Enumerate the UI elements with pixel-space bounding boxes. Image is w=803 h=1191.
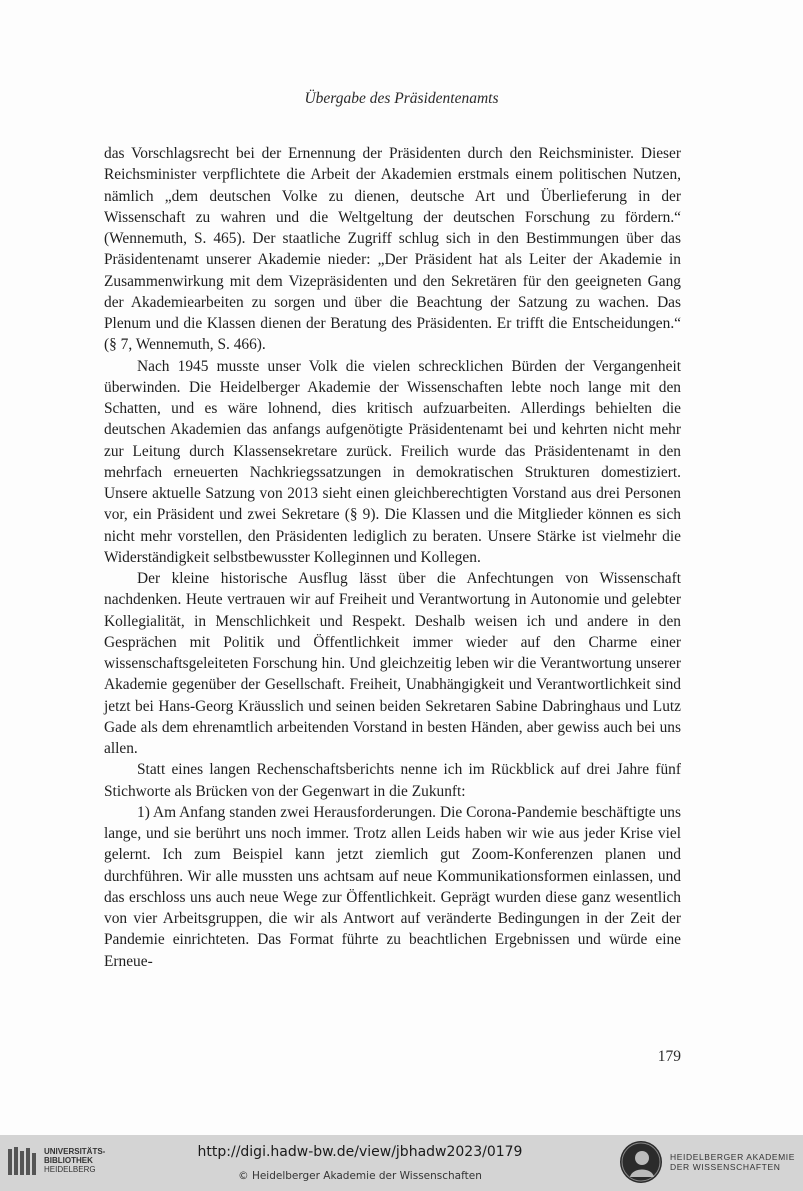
paragraph: Statt eines langen Rechenschaftsberichts nenne ich im Rückblick auf drei Jahre fünf Stichworte als Brücken von der Gegenwart in die Zukunft:: [104, 761, 681, 800]
academy-seal-icon: [620, 1141, 662, 1183]
library-logo-icon: [6, 1145, 38, 1177]
university-library-logo: [6, 1143, 106, 1183]
paragraph: 1) Am Anfang standen zwei Herausforderungen. Die Corona-Pandemie beschäftigte uns lange, und sie berührt uns noch immer. Trotz allen Leids haben wir wie aus jeder Krise viel gelernt. Ich zum Beispiel kann jetzt ziemlich gut Zoom-Konferenzen planen und durchführen. Wir alle mussten uns achtsam auf neue Kommunikationsformen einlassen, und das erschloss uns auch neue Wege zur Öffentlichkeit. Geprägt wurden diese ganz wesentlich von vier Arbeitsgruppen, die wir als Antwort auf veränderte Bedingungen in der Zeit der Pandemie einrichteten. Das Format führte zu beachtlichen Ergebnissen und würde eine Erneue-: [104, 803, 681, 970]
running-title: Übergabe des Präsidentenamts: [304, 90, 499, 107]
academy-logo-label: HEIDELBERGER AKADEMIE DER WISSENSCHAFTEN: [670, 1152, 796, 1172]
library-logo-label: UNIVERSITÄTS- BIBLIOTHEK HEIDELBERG: [44, 1147, 106, 1174]
viewer-footer: [0, 1135, 803, 1191]
body-text: [104, 143, 681, 972]
paragraph: das Vorschlagsrecht bei der Ernennung der Präsidenten durch den Reichsminister. Dieser Reichsminister verpflichtete die Arbeit der Akademien erstmals einem politischen Nutzen, nämlich „dem deutschen Volke zu dienen, deutsche Art und Überlieferung in der Wissenschaft zu wahren und die Weltgeltung der deutschen Forschung zu fördern.“ (Wennemuth, S. 465). Der staatliche Zugriff schlug sich in den Bestimmungen über das Präsidentenamt unserer Akademie nieder: „Der Präsident hat als Leiter der Akademie in Zusammenwirkung mit dem Vizepräsidenten und den Sekretären für den geeigneten Gang der Akademiearbeiten zu sorgen und über die Beachtung der Satzung zu wachen. Das Plenum und die Klassen dienen der Beratung des Präsidenten. Er trifft die Entscheidungen.“ (§ 7, Wennemuth, S. 466).: [104, 145, 681, 354]
permalink-url[interactable]: http://digi.hadw-bw.de/view/jbhadw2023/0179: [197, 1144, 523, 1160]
academy-logo: [618, 1138, 803, 1188]
paragraph: Nach 1945 musste unser Volk die vielen schrecklichen Bürden der Vergangenheit überwinden. Die Heidelberger Akademie der Wissenschaften lebte noch lange mit den Schatten, und es wäre lohnend, dies kritisch aufzuarbeiten. Allerdings behielten die deutschen Akademien das anfangs aufgenötigte Präsidentenamt bei und kehrten nicht mehr zur Leitung durch Klassensekretare zurück. Freilich wurde das Präsidentenamt in den mehrfach erneuerten Nachkriegssatzungen in demokratischen Strukturen domestiziert. Unsere aktuelle Satzung von 2013 sieht einen gleichberechtigten Vorstand aus drei Personen vor, ein Präsident und zwei Sekretare (§ 9). Die Klassen und die Mitglieder können es sich nicht mehr vorstellen, den Präsidenten lediglich zu beraten. Unsere Stärke ist vielmehr die Widerständigkeit selbstbewusster Kolleginnen und Kollegen.: [104, 357, 681, 566]
copyright-notice: © Heidelberger Akademie der Wissenschaften: [238, 1170, 482, 1182]
paragraph: Der kleine historische Ausflug lässt über die Anfechtungen von Wissenschaft nachdenken. Heute vertrauen wir auf Freiheit und Verantwortung in Autonomie und gelebter Kollegialität, in Menschlichkeit und Respekt. Deshalb weisen ich und andere in den Gesprächen mit Politik und Öffentlichkeit immer wieder auf den Charme einer wissenschaftsgeleiteten Forschung hin. Und gleichzeitig leben wir die Verantwortung unserer Akademie gegenüber der Gesellschaft. Freiheit, Unabhängigkeit und Verantwortlichkeit sind jetzt bei Hans-Georg Kräusslich und seinen beiden Sekretaren Sabine Dabringhaus und Lutz Gade als dem ehrenamtlich arbeitenden Vorstand in besten Händen, aber gewiss auch bei uns allen.: [104, 570, 681, 757]
page-number: 179: [657, 1048, 681, 1065]
